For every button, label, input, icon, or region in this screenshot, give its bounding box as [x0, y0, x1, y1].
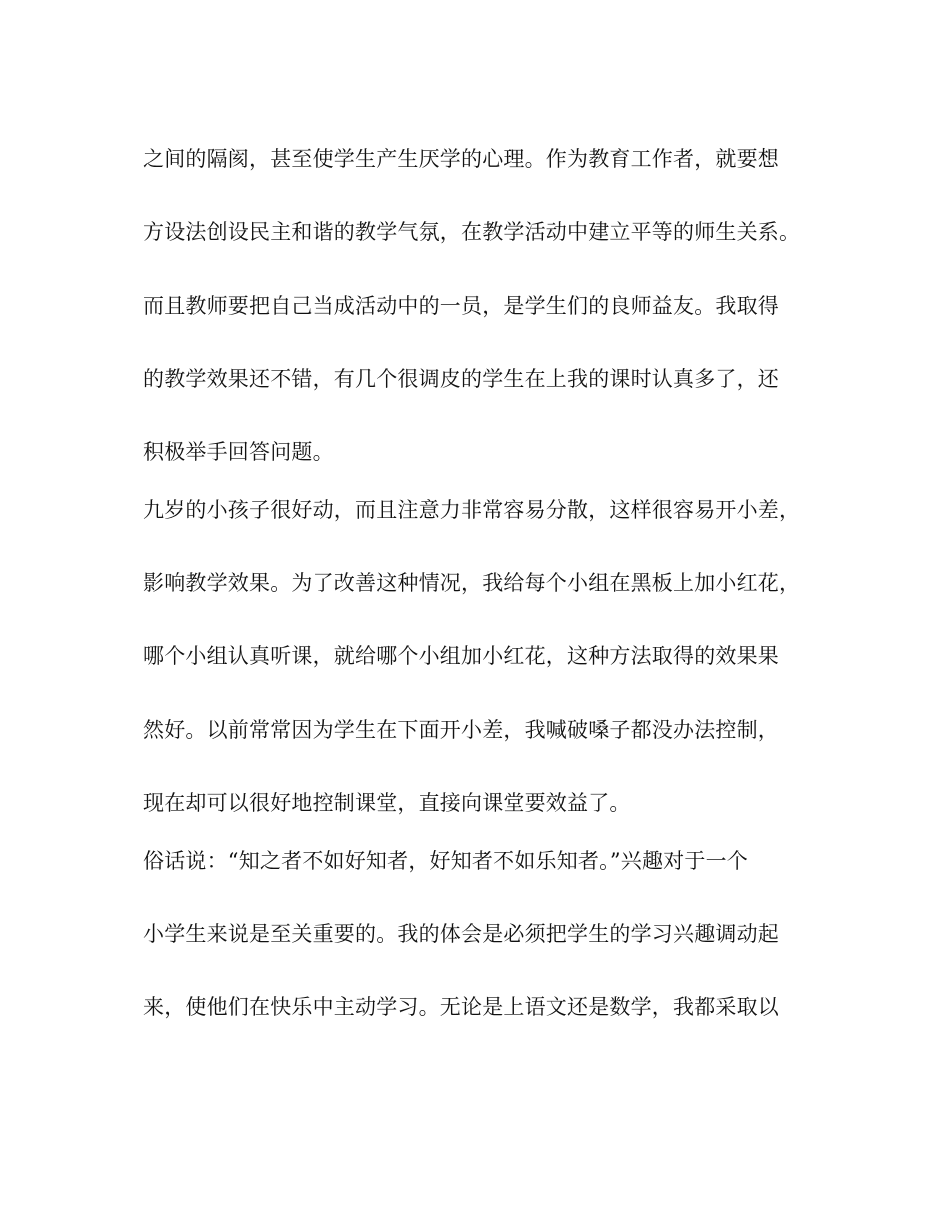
text-line: 来，使他们在快乐中主动学习。无论是上语文还是数学，我都采取以 [143, 995, 779, 1019]
text-line: 的教学效果还不错，有几个很调皮的学生在上我的课时认真多了，还 [143, 367, 779, 391]
text-line: 然好。以前常常因为学生在下面开小差，我喊破嗓子都没办法控制， [143, 718, 779, 742]
text-line: 小学生来说是至关重要的。我的体会是必须把学生的学习兴趣调动起 [143, 922, 779, 946]
text-line: 之间的隔阂，甚至使学生产生厌学的心理。作为教育工作者，就要想 [143, 147, 779, 171]
text-line: 影响教学效果。为了改善这种情况，我给每个小组在黑板上加小红花， [143, 571, 801, 595]
text-line: 积极举手回答问题。 [143, 440, 334, 464]
text-line: 九岁的小孩子很好动，而且注意力非常容易分散，这样很容易开小差， [143, 498, 801, 522]
text-line: 而且教师要把自己当成活动中的一员，是学生们的良师益友。我取得 [143, 294, 779, 318]
text-line: 俗话说：“知之者不如好知者，好知者不如乐知者。”兴趣对于一个 [143, 849, 748, 873]
text-line: 哪个小组认真听课，就给哪个小组加小红花，这种方法取得的效果果 [143, 644, 779, 668]
text-line: 现在却可以很好地控制课堂，直接向课堂要效益了。 [143, 791, 631, 815]
text-line: 方设法创设民主和谐的教学气氛，在教学活动中建立平等的师生关系。 [143, 220, 801, 244]
